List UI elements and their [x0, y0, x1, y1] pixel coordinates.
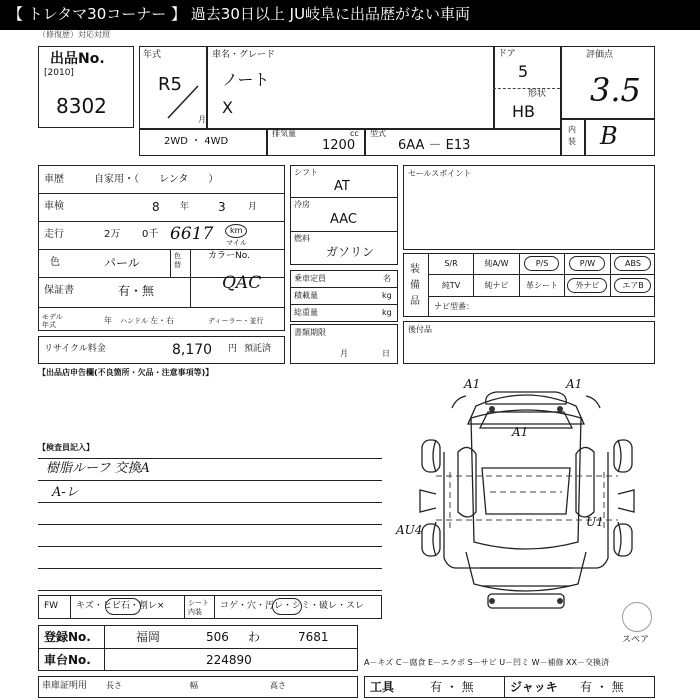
- fw-label: FW: [44, 601, 59, 611]
- lot-number: 8302: [56, 94, 107, 118]
- chassis-label: 車台No.: [44, 653, 91, 667]
- score-label: 評価点: [586, 50, 614, 60]
- equip-airbag: エアB: [622, 281, 644, 290]
- registration-class: 506: [206, 630, 229, 644]
- mileage-label: 走行: [44, 229, 64, 240]
- recycle-label: リサイクル料金: [44, 344, 106, 354]
- equip-ext-navi: 外ナビ: [575, 281, 600, 290]
- equip-alloy-wheels: 純A/W: [484, 259, 509, 268]
- height-label: 高さ: [270, 681, 286, 690]
- garage-cert-label: 車庫証明用: [42, 681, 88, 691]
- width-label: 幅: [190, 681, 198, 690]
- fw-chip-circle: [105, 598, 141, 615]
- top-fragment: （修復歴）対応対照: [38, 30, 110, 39]
- warranty-label: 保証書: [44, 285, 74, 296]
- displacement-label: 排気量: [272, 129, 296, 138]
- interior-score: B: [600, 122, 618, 150]
- inspection-year: 8: [152, 200, 160, 214]
- inspection-label: 車検: [44, 201, 64, 212]
- dealer-value: ディーラー・並行: [208, 317, 264, 325]
- shape-label: 形状: [528, 89, 547, 99]
- drive-type: 2WD ・ 4WD: [164, 136, 229, 147]
- docs-label: 書類期限: [294, 328, 326, 337]
- recycle-deposited: 預託済: [244, 344, 272, 354]
- gross-unit: kg: [382, 308, 392, 317]
- docs-day: 日: [382, 349, 390, 358]
- doors-label: ドア: [498, 49, 516, 59]
- mileage-sen: 0千: [142, 229, 159, 240]
- mark-hood: A1: [512, 425, 529, 439]
- mark-front-right: A1: [566, 377, 583, 391]
- handle-value: 左・右: [150, 316, 174, 325]
- doors-value: 5: [518, 62, 529, 81]
- docs-month: 月: [340, 349, 348, 358]
- mileage-man: 2万: [104, 229, 121, 240]
- load-unit: kg: [382, 291, 392, 300]
- banner-title: 【 トレタマ30コーナー 】 過去30日以上 JU岐阜に出品歴がない車両: [8, 5, 471, 23]
- car-grade: X: [222, 98, 233, 117]
- spare-label: スペア: [622, 635, 650, 645]
- registration-kana: わ: [248, 630, 261, 644]
- capacity-label: 乗車定員: [294, 274, 326, 283]
- km-label: km: [230, 226, 243, 235]
- fw-items: キズ・ヒビ石・割レ×: [76, 601, 165, 611]
- seat-stain-circle: [272, 598, 302, 615]
- inspection-month-unit: 月: [248, 202, 258, 212]
- equip-power-windows: P/W: [579, 259, 596, 268]
- inspector-label: 【検査員記入】: [38, 443, 94, 452]
- model-label: 型式: [370, 129, 386, 138]
- inspector-note-1: 樹脂ルーフ 交換A: [46, 461, 150, 476]
- year-label: 年式: [143, 50, 162, 60]
- spare-tire-circle: [622, 602, 652, 632]
- inspection-year-unit: 年: [180, 202, 190, 212]
- chassis-value: 224890: [206, 653, 252, 667]
- model-value: 6AA － E13: [398, 138, 471, 153]
- interior-label: 内装: [568, 125, 576, 146]
- registration-number: 7681: [298, 630, 329, 644]
- jack-label: ジャッキ: [510, 680, 558, 694]
- car-diagram: [396, 372, 658, 628]
- year-slash: [166, 84, 200, 120]
- mark-left-side: AU4: [396, 523, 423, 537]
- mile-label: マイル: [226, 239, 247, 247]
- history-types: 自家用・（ レンタ ）: [94, 174, 219, 185]
- capacity-unit: 名: [383, 274, 391, 283]
- warranty-value: 有・無: [118, 284, 155, 298]
- ac-label: 冷房: [294, 200, 310, 209]
- color-code: QAC: [222, 273, 262, 293]
- cc-unit: cc: [350, 129, 359, 138]
- history-label: 車歴: [44, 174, 64, 185]
- car-name: ノート: [222, 70, 270, 89]
- registration-area: 福岡: [136, 630, 161, 644]
- fuel-value: ガソリン: [326, 245, 375, 259]
- shift-value: AT: [334, 179, 350, 194]
- load-label: 積載量: [294, 291, 318, 300]
- shift-label: シフト: [294, 168, 318, 177]
- equip-power-steering: P/S: [535, 259, 549, 268]
- sales-point-label: セールスポイント: [408, 169, 472, 178]
- after-parts-label: 後付品: [408, 325, 432, 334]
- tools-label: 工具: [370, 680, 395, 694]
- equip-navi: 純ナビ: [484, 281, 509, 290]
- name-label: 車名・グレード: [212, 50, 276, 60]
- equipment-label: 装備品: [410, 264, 420, 307]
- equip-tv: 純TV: [441, 281, 461, 290]
- length-label: 長さ: [106, 681, 122, 690]
- handle-label: ハンドル: [120, 317, 148, 325]
- recycle-unit: 円: [228, 344, 238, 354]
- color-code-label: カラーNo.: [208, 251, 250, 261]
- damage-legend: A－キズ C－腐食 E－エクボ S－サビ U－凹ミ W－補修 XX－交換済: [364, 658, 610, 667]
- lot-label: 出品No.: [50, 51, 105, 67]
- gross-label: 総重量: [294, 308, 318, 317]
- color-change: 色替: [174, 252, 181, 269]
- shape-value: HB: [512, 102, 536, 121]
- inspection-month: 3: [218, 200, 226, 214]
- fuel-label: 燃料: [294, 234, 310, 243]
- jack-value: 有 ・ 無: [580, 680, 624, 694]
- seat-label: シート内装: [188, 599, 209, 616]
- model-year-label: モデル年式: [42, 313, 63, 329]
- seller-notes-label: 【出品店申告欄(不良箇所・欠品・注意事項等)】: [38, 368, 214, 377]
- after-parts-box: [403, 321, 655, 364]
- inspector-note-2: A-レ: [52, 485, 79, 500]
- tools-value: 有 ・ 無: [430, 680, 474, 694]
- lot-year-tag: [2010]: [44, 68, 74, 78]
- score-value: 3.5: [590, 71, 641, 109]
- navi-model-label: ナビ型番：: [434, 302, 474, 311]
- year-value: R5: [158, 74, 182, 95]
- model-year-unit: 年: [104, 316, 112, 325]
- seat-items: コゲ・穴・汚レ・シミ・破レ・スレ: [220, 601, 365, 611]
- mileage-handwritten: 6617: [170, 224, 214, 244]
- color-label: 色: [50, 257, 60, 268]
- equip-sunroof: S/R: [444, 259, 458, 268]
- month-unit: 月: [198, 115, 206, 124]
- registration-label: 登録No.: [44, 630, 91, 644]
- displacement-value: 1200: [322, 138, 356, 153]
- equip-abs: ABS: [625, 259, 641, 268]
- recycle-amount: 8,170: [172, 342, 213, 358]
- ac-value: AAC: [330, 212, 357, 227]
- equip-leather: 革シート: [526, 281, 558, 290]
- mark-right-side: U1: [586, 515, 604, 529]
- mark-front-left: A1: [464, 377, 481, 391]
- color-value: パール: [104, 256, 140, 270]
